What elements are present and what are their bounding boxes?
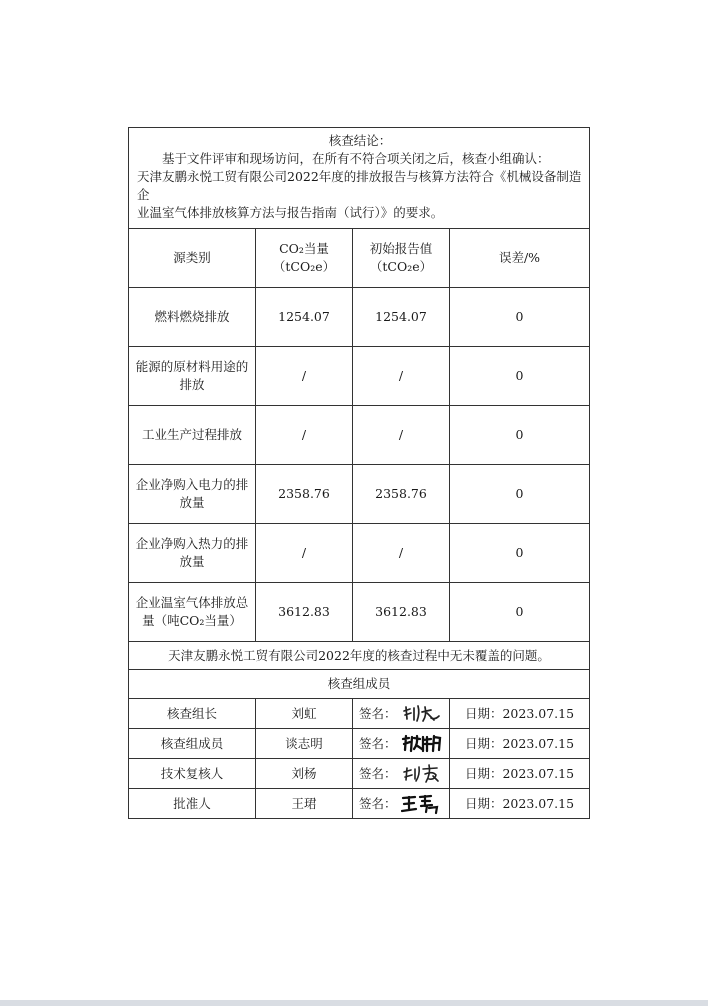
initial-cell: 3612.83	[353, 583, 450, 642]
error-cell: 0	[450, 406, 590, 465]
signature-label: 签名：	[359, 765, 397, 781]
co2-cell: /	[256, 406, 353, 465]
conclusion-cell	[129, 128, 590, 229]
conclusion-row	[129, 128, 590, 229]
header-error: 误差/%	[450, 229, 590, 288]
conclusion-title: 核查结论：	[328, 133, 392, 148]
member-date: 日期：2023.07.15	[450, 729, 590, 759]
member-row	[129, 759, 590, 789]
member-role: 核查组长	[129, 699, 256, 729]
member-date: 日期：2023.07.15	[450, 759, 590, 789]
conclusion-line: 业温室气体排放核算方法与报告指南（试行）》的要求。	[137, 205, 444, 220]
co2-cell: /	[256, 524, 353, 583]
verification-table	[128, 127, 590, 819]
conclusion-line: 天津友鹏永悦工贸有限公司2022年度的排放报告与核算方法符合《机械设备制造企	[137, 169, 582, 202]
initial-cell: /	[353, 524, 450, 583]
member-date: 日期：2023.07.15	[450, 699, 590, 729]
header-co2-line2: （tCO₂e）	[272, 259, 336, 274]
member-date: 日期：2023.07.15	[450, 789, 590, 819]
co2-cell: 2358.76	[256, 465, 353, 524]
member-name: 刘杨	[256, 759, 353, 789]
table-row	[129, 465, 590, 524]
header-initial-line1: 初始报告值	[369, 241, 433, 256]
member-name: 谈志明	[256, 729, 353, 759]
table-row	[129, 406, 590, 465]
member-row	[129, 729, 590, 759]
member-role: 核查组成员	[129, 729, 256, 759]
handwritten-signature	[401, 703, 441, 725]
error-cell: 0	[450, 288, 590, 347]
member-role: 技术复核人	[129, 759, 256, 789]
error-cell: 0	[450, 465, 590, 524]
signature-cell	[353, 699, 450, 729]
signature-label: 签名：	[359, 735, 397, 751]
handwritten-signature	[401, 763, 441, 785]
initial-cell: /	[353, 347, 450, 406]
bottom-strip	[0, 1000, 708, 1006]
header-co2-equivalent	[256, 229, 353, 288]
header-co2-line1: CO₂当量	[279, 241, 329, 256]
header-initial-line2: （tCO₂e）	[369, 259, 433, 274]
co2-cell: 1254.07	[256, 288, 353, 347]
table-row	[129, 583, 590, 642]
header-source-type: 源类别	[129, 229, 256, 288]
members-header: 核查组成员	[129, 670, 590, 699]
initial-cell: 1254.07	[353, 288, 450, 347]
source-cell: 企业净购入电力的排放量	[129, 465, 256, 524]
members-header-row	[129, 670, 590, 699]
signature-label: 签名：	[359, 705, 397, 721]
member-name: 刘虹	[256, 699, 353, 729]
member-role: 批准人	[129, 789, 256, 819]
header-initial-value	[353, 229, 450, 288]
source-cell: 能源的原材料用途的排放	[129, 347, 256, 406]
table-row	[129, 288, 590, 347]
table-header-row	[129, 229, 590, 288]
table-row	[129, 524, 590, 583]
signature-label: 签名：	[359, 795, 397, 811]
signature-cell	[353, 729, 450, 759]
source-cell: 燃料燃烧排放	[129, 288, 256, 347]
initial-cell: 2358.76	[353, 465, 450, 524]
source-cell: 企业净购入热力的排放量	[129, 524, 256, 583]
member-row	[129, 789, 590, 819]
initial-cell: /	[353, 406, 450, 465]
table-row	[129, 347, 590, 406]
signature-cell	[353, 789, 450, 819]
member-name: 王珺	[256, 789, 353, 819]
conclusion-line: 基于文件评审和现场访问，在所有不符合项关闭之后，核查小组确认：	[162, 151, 550, 166]
handwritten-signature	[401, 793, 441, 815]
error-cell: 0	[450, 583, 590, 642]
error-cell: 0	[450, 347, 590, 406]
source-cell: 企业温室气体排放总量（吨CO₂当量）	[129, 583, 256, 642]
signature-cell	[353, 759, 450, 789]
error-cell: 0	[450, 524, 590, 583]
source-cell: 工业生产过程排放	[129, 406, 256, 465]
handwritten-signature	[401, 733, 443, 755]
co2-cell: 3612.83	[256, 583, 353, 642]
note-row	[129, 642, 590, 670]
note-cell: 天津友鹏永悦工贸有限公司2022年度的核查过程中无未覆盖的问题。	[129, 642, 590, 670]
co2-cell: /	[256, 347, 353, 406]
member-row	[129, 699, 590, 729]
